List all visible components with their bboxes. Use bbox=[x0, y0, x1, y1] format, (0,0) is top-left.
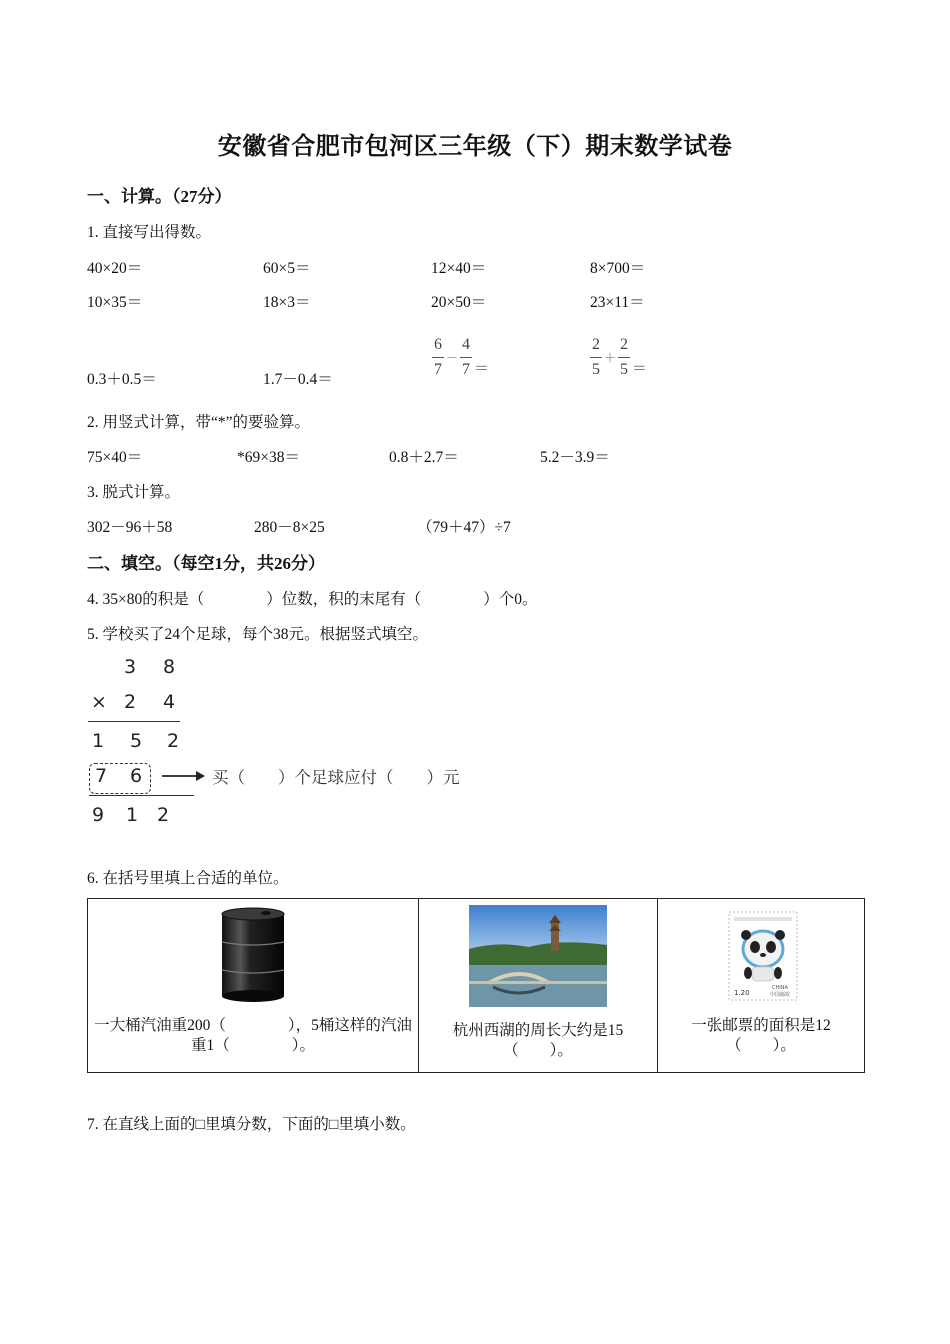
vertical-digit: 5 bbox=[130, 730, 143, 752]
q3-item: 280－8×25 bbox=[254, 519, 325, 536]
fraction bbox=[460, 337, 472, 378]
table-cell-oil-barrel bbox=[88, 899, 419, 1073]
vertical-line bbox=[89, 795, 194, 796]
section-1-heading: 一、计算。（27分） bbox=[87, 187, 232, 206]
table-cell-west-lake bbox=[419, 899, 658, 1073]
q2-item: *69×38＝ bbox=[237, 449, 300, 466]
vertical-line bbox=[88, 721, 180, 722]
oil-barrel-image bbox=[220, 906, 286, 1004]
denominator: 5 bbox=[620, 361, 629, 378]
west-lake-photo bbox=[469, 905, 607, 1007]
numerator: 2 bbox=[592, 336, 600, 353]
vertical-digit: 6 bbox=[130, 765, 143, 787]
q1-item: 23×11＝ bbox=[590, 294, 645, 311]
numerator: 2 bbox=[620, 336, 629, 353]
multiply-sign: × bbox=[91, 691, 107, 713]
q1-item: 1.7－0.4＝ bbox=[263, 371, 333, 388]
q5-label: 5. 学校买了24个足球，每个38元。根据竖式填空。 bbox=[87, 626, 429, 643]
q1-item: 40×20＝ bbox=[87, 260, 143, 277]
q4-text: 4. 35×80的积是（ ）位数，积的末尾有（ ）个0。 bbox=[87, 591, 538, 608]
oil-barrel-caption: 一大桶汽油重200（ ），5桶这样的汽油重1（ ）。 bbox=[94, 1017, 412, 1054]
q3-label: 3. 脱式计算。 bbox=[87, 484, 181, 501]
vertical-digit: 4 bbox=[163, 691, 176, 713]
q3-item: （79＋47）÷7 bbox=[417, 519, 511, 536]
numerator: 4 bbox=[462, 336, 471, 353]
q1-item: 20×50＝ bbox=[431, 294, 487, 311]
west-lake-caption: 杭州西湖的周长大约是15（ ）。 bbox=[452, 1022, 624, 1059]
q6-label: 6. 在括号里填上合适的单位。 bbox=[87, 870, 289, 887]
fraction bbox=[618, 337, 630, 378]
denominator: 5 bbox=[592, 361, 600, 378]
table-cell-stamp bbox=[658, 899, 865, 1073]
section-2-heading: 二、填空。（每空1分，共26分） bbox=[87, 554, 325, 573]
operator: － bbox=[446, 351, 459, 365]
fraction bbox=[432, 337, 444, 378]
denominator: 7 bbox=[434, 361, 442, 378]
stamp-country: CHINA bbox=[772, 985, 788, 991]
vertical-digit: 2 bbox=[167, 730, 180, 752]
vertical-digit: 2 bbox=[157, 804, 170, 826]
page-title: 安徽省合肥市包河区三年级（下）期末数学试卷 bbox=[217, 134, 733, 160]
fraction-expression bbox=[432, 337, 489, 378]
q2-item: 5.2－3.9＝ bbox=[540, 449, 610, 466]
q1-item: 8×700＝ bbox=[590, 260, 646, 277]
q3-item: 302－96＋58 bbox=[87, 519, 173, 536]
vertical-digit: 3 bbox=[124, 656, 137, 678]
vertical-digit: 9 bbox=[92, 804, 105, 826]
operator: ＋ bbox=[604, 351, 617, 365]
equals-sign: ＝ bbox=[474, 361, 490, 377]
q1-item: 18×3＝ bbox=[263, 294, 311, 311]
q7-text: 7. 在直线上面的□里填分数，下面的□里填小数。 bbox=[87, 1116, 416, 1133]
q1-item: 60×5＝ bbox=[263, 260, 311, 277]
q5-annotation: 买（ ）个足球应付（ ）元 bbox=[212, 768, 460, 787]
arrow-right-icon bbox=[160, 768, 206, 784]
q1-item: 12×40＝ bbox=[431, 260, 487, 277]
q1-item: 10×35＝ bbox=[87, 294, 143, 311]
numerator: 6 bbox=[434, 336, 442, 353]
stamp-caption: 一张邮票的面积是12（ ）。 bbox=[691, 1017, 831, 1054]
vertical-digit: 1 bbox=[126, 804, 139, 826]
vertical-digit: 7 bbox=[95, 765, 108, 787]
vertical-digit: 8 bbox=[163, 656, 176, 678]
unit-table bbox=[87, 898, 865, 1073]
denominator: 7 bbox=[462, 361, 471, 378]
stamp-image bbox=[728, 911, 798, 1001]
fraction-expression bbox=[590, 337, 647, 378]
fraction bbox=[590, 337, 602, 378]
stamp-post: 中国邮政 bbox=[770, 992, 791, 998]
q1-item: 0.3＋0.5＝ bbox=[87, 371, 157, 388]
q2-item: 0.8＋2.7＝ bbox=[389, 449, 459, 466]
stamp-value: 1.20 bbox=[734, 989, 750, 997]
q2-item: 75×40＝ bbox=[87, 449, 143, 466]
equals-sign: ＝ bbox=[632, 361, 648, 377]
q1-label: 1. 直接写出得数。 bbox=[87, 224, 212, 241]
vertical-digit: 2 bbox=[124, 691, 137, 713]
vertical-digit: 1 bbox=[92, 730, 105, 752]
q2-label: 2. 用竖式计算，带“*”的要验算。 bbox=[87, 414, 311, 431]
